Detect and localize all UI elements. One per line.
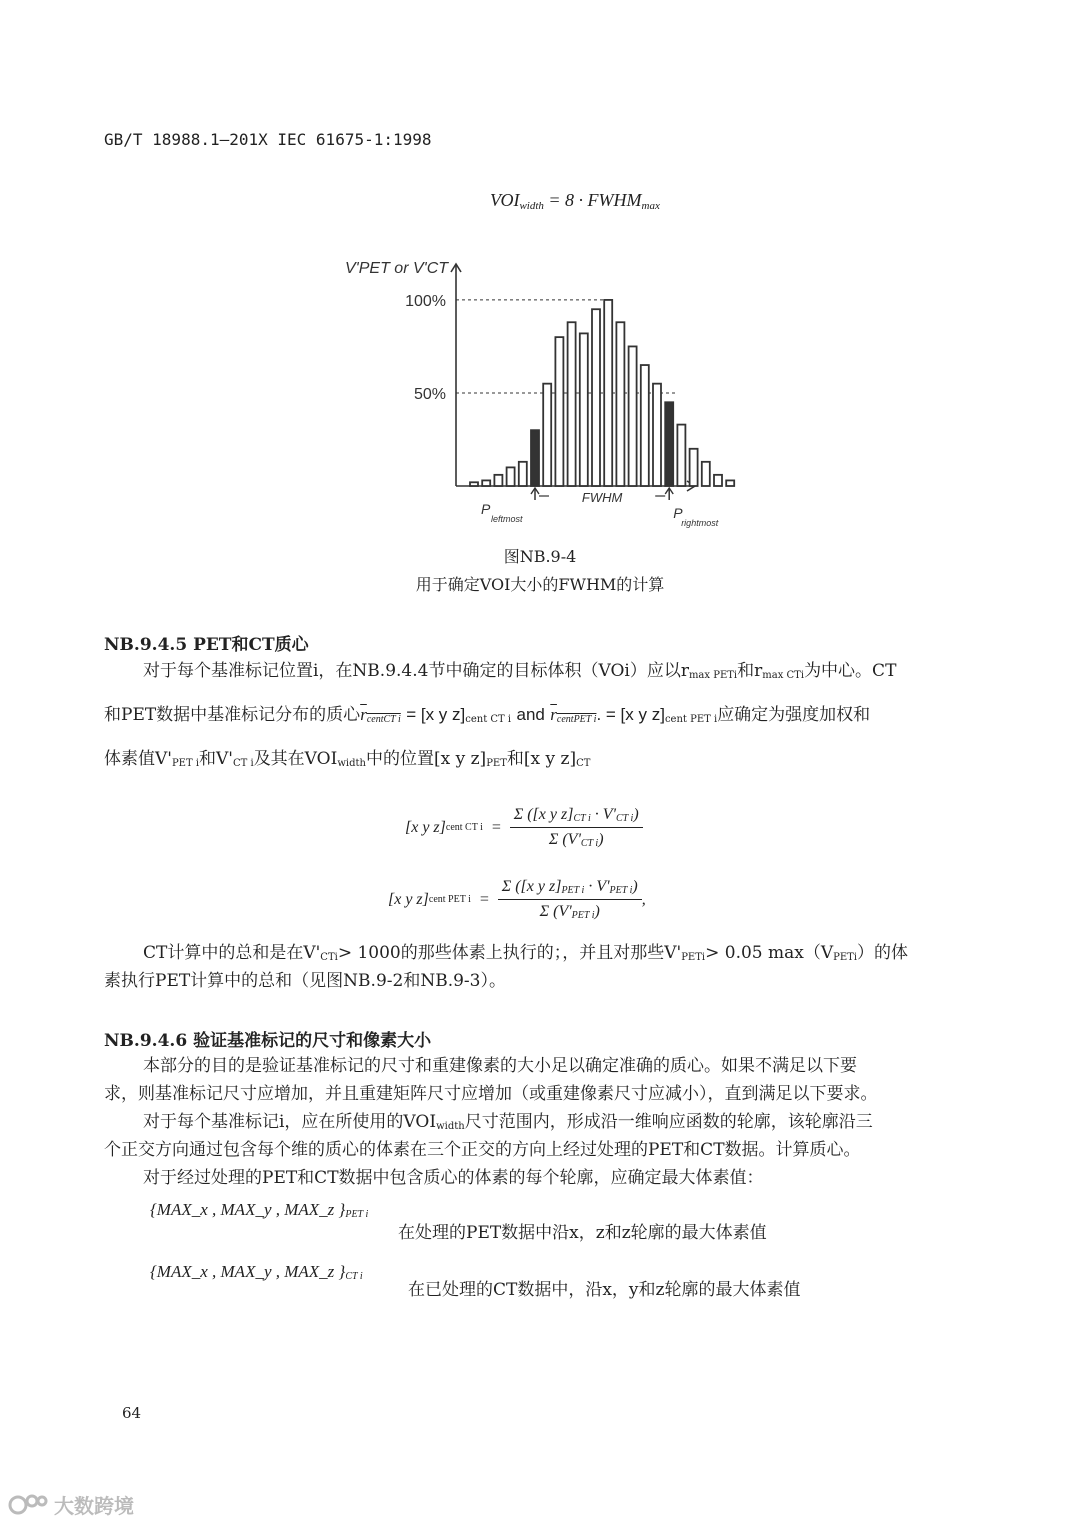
histogram-bar [580,333,588,486]
histogram-bar [629,346,637,486]
histogram-bar [592,309,600,486]
paragraph-centroid-line3: 体素值$V'_{PET i}$和$V'_{CT i}$及其在$VOI_{width}$中的位置[x y $z]_{PET}$和[x y $z]_{CT}$ [104,749,591,769]
paragraph-purpose-line2: 求，则基准标记尺寸应增加，并且重建矩阵尺寸应增加（或重建像素尺寸应减小），直到满足以下要求。 [104,1084,878,1104]
histogram-bar [543,384,551,486]
voi-width-formula: $VOI_{width} = 8$ · $FWHM_{max}$ [490,190,660,212]
max-voxel-set-ct: {MAX_x , MAX_y , MAX_z }$_{CT i}$ [150,1262,363,1282]
figure-caption: 用于确定VOI大小的FWHM的计算 [415,575,665,594]
max-voxel-set-pet: {MAX_x , MAX_y , MAX_z }$_{PET i}$ [150,1200,369,1220]
y-tick-label-50: 50% [413,385,446,403]
histogram-bar [482,480,490,486]
formula-ct-numerator: Σ ([x y $z]_{CT i} \cdot V'_{CT i}$) [510,806,643,828]
document-header: GB/T 18988.1—201X IEC 61675-1:1998 [104,130,432,149]
paragraph-purpose-line1: 本部分的目的是验证基准标记的尺寸和重建像素的大小足以确定准确的质心。如果不满足以下要 [143,1056,857,1076]
histogram-bar [714,475,722,486]
fwhm-label: FWHM [581,490,623,505]
histogram-bar [690,449,698,486]
section-heading-nb9-4-6: NB.9.4.6 验证基准标记的尺寸和像素大小 [104,1031,432,1051]
max-voxel-ct-description: 在已处理的CT数据中，沿x，y和z轮廓的最大体素值 [408,1280,801,1300]
watermark-logo-icon [8,1492,48,1518]
paragraph-sum-note-line1: CT计算中的总和是在$V'_{CTi}> 1000$的那些体素上执行的；，并且对那些$V'_{PETi}> 0.05$ $\max(V_{PETi})$的体 [143,943,909,963]
formula-centroid-pet: [x y z] cent PET i = Σ ([x y $z]_{PET i} \cdot V'_{PET i}$) Σ $(V'_{PET i})$ , [388,878,646,921]
p-leftmost-sublabel: leftmost [491,514,523,524]
paragraph-max-voxel-intro: 对于经过处理的PET和CT数据中包含质心的体素的每个轮廓，应确定最大体素值： [143,1168,764,1188]
histogram-bar [519,462,527,486]
watermark: 大数跨境 [8,1490,134,1519]
histogram-bar [665,402,673,486]
histogram-bar [531,430,539,486]
histogram-bar [641,365,649,486]
p-rightmost-sublabel: rightmost [681,518,719,528]
p-leftmost-label: P [481,501,491,517]
max-voxel-pet-description: 在处理的PET数据中沿x，z和z轮廓的最大体素值 [398,1223,767,1243]
y-tick-label-100: 100% [405,292,446,310]
histogram-bar [616,322,624,486]
histogram-bar [568,322,576,486]
histogram-bar [555,337,563,486]
histogram-bar [653,384,661,486]
paragraph-sum-note-line2: 素执行PET计算中的总和（见图NB.9-2和NB.9-3）。 [104,971,506,991]
paragraph-centroid-line2: 和PET数据中基准标记分布的质心$r_{centCT i} = [x$ y $z]_{cent CT i}$ and $r_{centPET i}$. = [x y $z]_{cent PET i}$应确定为强度加权和 [104,705,871,725]
paragraph-centroid-line1: 对于每个基准标记位置i，在NB.9.4.4节中确定的目标体积（VOi）应以$r_{max PETi}$和$r_{max CTi}$为中心。CT [143,661,897,681]
paragraph-profile-line1: 对于每个基准标记i，应在所使用的$VOI_{width}$尺寸范围内，形成沿一维响应函数的轮廓，该轮廓沿三 [143,1112,873,1132]
figure-label: 图NB.9-4 [503,547,577,566]
histogram-bar [677,425,685,486]
histogram-bar [507,467,515,486]
histogram-bar [604,300,612,486]
formula-pet-numerator: Σ ([x y $z]_{PET i} \cdot V'_{PET i}$) [498,878,642,900]
centroid-ct-vector: $r_{centCT i}$ [360,705,401,725]
formula-pet-denominator: Σ $(V'_{PET i})$ [539,903,600,921]
histogram-bar [494,475,502,486]
y-axis-label: V'PET or V'CT [345,260,449,277]
p-rightmost-label: P [673,505,683,521]
histogram-bar [702,462,710,486]
paragraph-profile-line2: 个正交方向通过包含每个维的质心的体素在三个正交的方向上经过处理的PET和CT数据。计算质心。 [104,1140,861,1160]
histogram-bar [726,480,734,486]
centroid-pet-vector: $r_{centPET i}$ [550,705,597,725]
histogram-bar [470,482,478,486]
formula-centroid-ct: [x y z] cent CT i = $\frac{\Sigma ([x y z]_{CT i} \cdot V'_{CT i})}{\Sigma (V'_{CT i})}$ [405,806,643,849]
section-heading-nb9-4-5: NB.9.4.5 PET和CT质心 [104,635,309,655]
page-number: 64 [122,1404,142,1422]
formula-ct-denominator: Σ $(V'_{CT i})$ [548,831,604,849]
fwhm-histogram-chart [330,250,719,540]
